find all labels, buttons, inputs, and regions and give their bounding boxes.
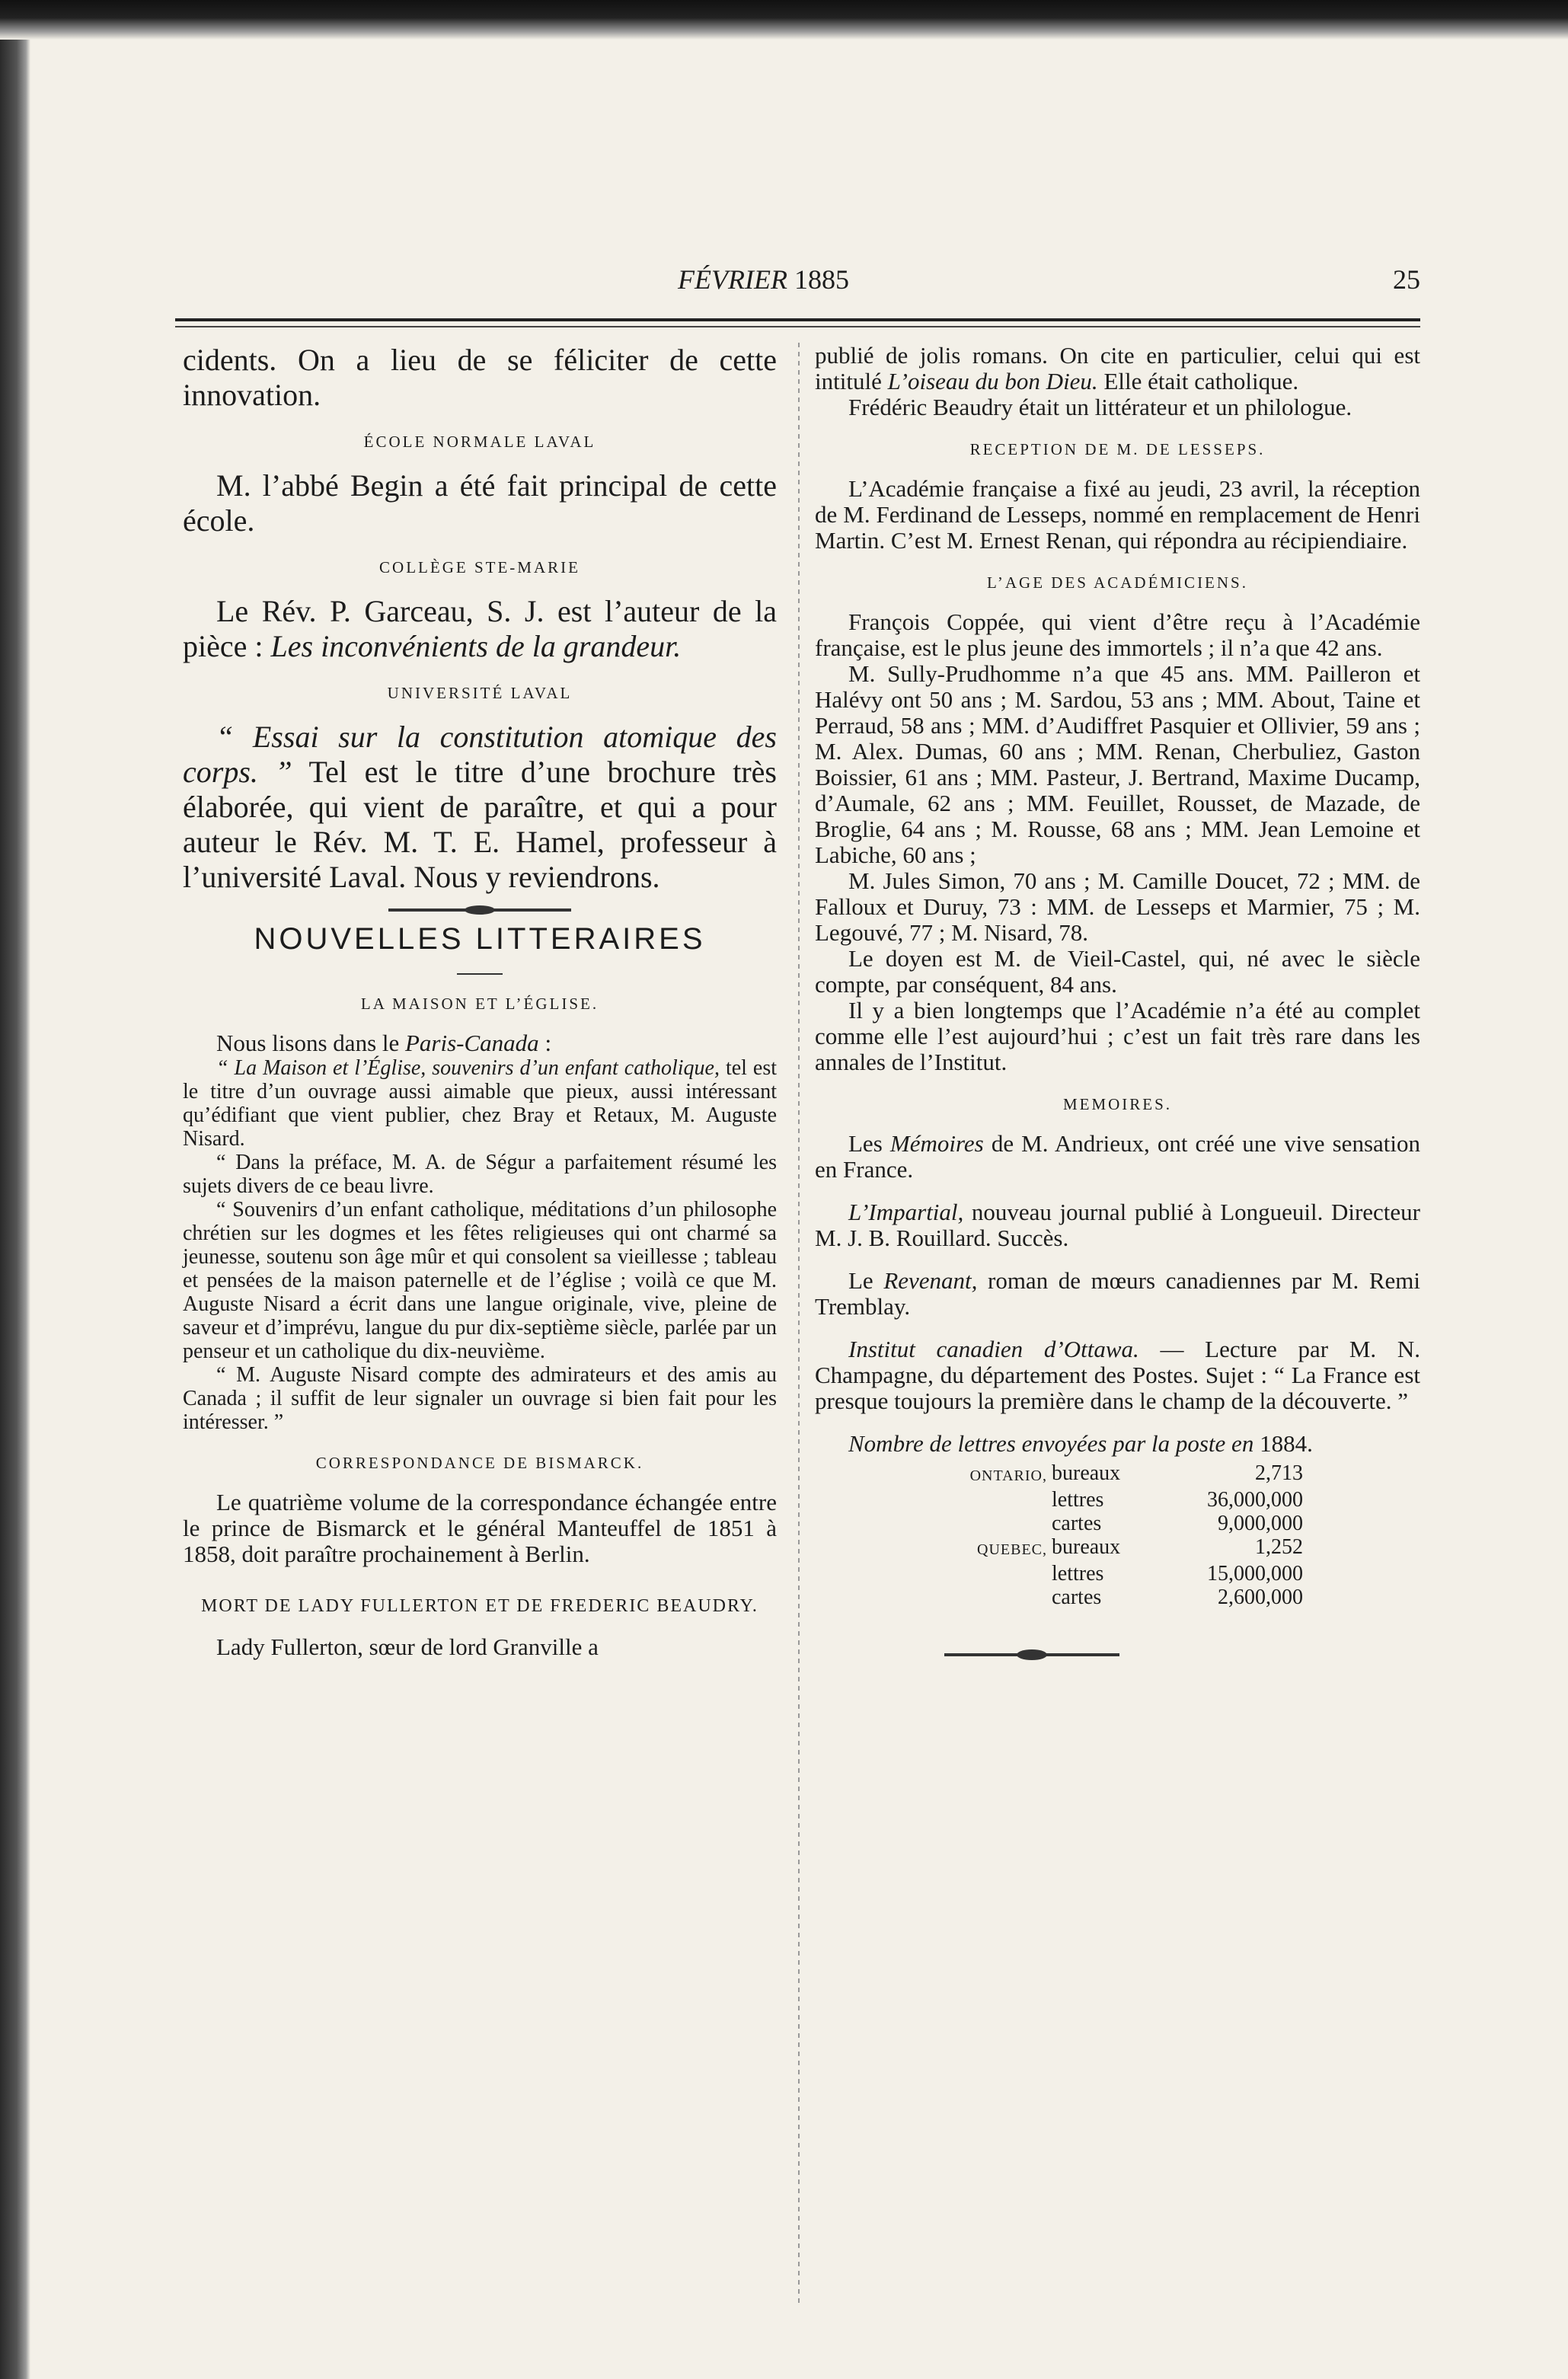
maison-paragraph-3: “ Souvenirs d’un enfant catholique, méditations d’un philosophe chrétien sur les dogmes et les fêtes religieuses qui ont charmé sa jeunesse, soutenu son âge mûr et qui consolent sa vieillesse ; tableau et pensées de la maison paternelle et de l’église ; voilà ce que M. Auguste Nisard a écrit dans une langue originale, vive, pleine de saveur et d’imprévu, langue du pur dix-septième siècle, parlée par un penseur et un catholique du dix-neuvième. xyxy=(183,1198,777,1363)
age-paragraph-4: Le doyen est M. de Vieil-Castel, qui, né avec le siècle compte, par conséquent, 84 ans. xyxy=(815,945,1420,998)
heading-maison-eglise: LA MAISON ET L’ÉGLISE. xyxy=(360,995,599,1013)
ecole-paragraph: M. l’abbé Begin a été fait principal de cette école. xyxy=(183,468,777,538)
book-binding-edge xyxy=(0,0,30,2379)
stats-row: QUEBEC, bureaux 1,252 xyxy=(977,1535,1303,1559)
age-paragraph-5: Il y a bien longtemps que l’Académie n’a été au complet comme elle l’est aujourd’hui ; c’est un fait très rare dans les annales de l’Institut. xyxy=(815,997,1420,1075)
ornament-rule xyxy=(388,908,571,912)
heading-memoires: MEMOIRES. xyxy=(1062,1095,1173,1113)
header-year: 1885 xyxy=(794,264,849,295)
beaudry-paragraph: Frédéric Beaudry était un littérateur et un philologue. xyxy=(848,394,1352,420)
heading-bismarck: CORRESPONDANCE DE BISMARCK. xyxy=(315,1454,644,1472)
header-rule-thick xyxy=(175,318,1420,321)
memoires-paragraph: Les Mémoires de M. Andrieux, ont créé une vive sensation en France. xyxy=(815,1130,1420,1183)
heading-nouvelles-litteraires: NOUVELLES LITTERAIRES xyxy=(254,922,706,956)
heading-universite: UNIVERSITÉ LAVAL xyxy=(387,684,573,702)
maison-paragraph-2: “ Dans la préface, M. A. de Ségur a parfaitement résumé les sujets divers de ce beau livre. xyxy=(183,1151,777,1198)
column-divider xyxy=(798,343,800,2307)
maison-paragraph-1: “ La Maison et l’Église, souvenirs d’un enfant catholique, tel est le titre d’un ouvrage aussi aimable que pieux, aussi intéressant qu’édifiant que vient publier, chez Bray et Retaux, M. Auguste Nisard. xyxy=(183,1056,777,1151)
impartial-paragraph: L’Impartial, nouveau journal publié à Longueuil. Directeur M. J. B. Rouillard. Succès. xyxy=(815,1199,1420,1251)
revenant-paragraph: Le Revenant, roman de mœurs canadiennes par M. Remi Tremblay. xyxy=(815,1267,1421,1320)
scan-top-band xyxy=(0,0,1568,40)
header-rule-thin xyxy=(175,326,1420,327)
publie-paragraph: publié de jolis romans. On cite en particulier, celui qui est intitulé L’oiseau du bon Dieu. Elle était catholique. xyxy=(815,342,1420,394)
right-column xyxy=(815,343,1420,1656)
stats-row: lettres 36,000,000 xyxy=(1052,1488,1303,1512)
heading-mort-fullerton: MORT DE LADY FULLERTON ET DE FREDERIC BEAUDRY. xyxy=(201,1596,758,1616)
header-month: FÉVRIER xyxy=(678,264,787,295)
stats-row: cartes 9,000,000 xyxy=(1052,1512,1303,1535)
intro-paragraph: cidents. On a lieu de se féliciter de cette innovation. xyxy=(183,343,777,412)
left-column xyxy=(183,343,777,1660)
nombre-lettres-paragraph: Nombre de lettres envoyées par la poste en 1884. xyxy=(848,1430,1313,1457)
age-paragraph-1: François Coppée, qui vient d’être reçu à l’Académie française, est le plus jeune des immortels ; il n’a que 42 ans. xyxy=(815,608,1420,661)
heading-college: COLLÈGE STE-MARIE xyxy=(379,558,580,576)
stats-row: ONTARIO, bureaux 2,713 xyxy=(969,1461,1303,1485)
running-title xyxy=(678,263,849,295)
institut-paragraph: Institut canadien d’Ottawa. — Lecture par M. N. Champagne, du département des Postes. Sujet : “ La France est presque toujours la première dans le champ de la découverte. ” xyxy=(815,1336,1420,1414)
age-paragraph-3: M. Jules Simon, 70 ans ; M. Camille Doucet, 72 ; MM. de Falloux et Duruy, 73 : MM. de Lesseps et Marmier, 75 ; M. Legouvé, 77 ; M. Nisard, 78. xyxy=(815,867,1420,946)
heading-age-academiciens: L’AGE DES ACADÉMICIENS. xyxy=(987,573,1248,592)
page-number: 25 xyxy=(1393,264,1420,295)
stats-row: lettres 15,000,000 xyxy=(1052,1562,1303,1585)
postal-stats-table xyxy=(937,1461,1317,1609)
college-paragraph: Le Rév. P. Garceau, S. J. est l’auteur de la pièce : Les inconvénients de la grandeur. xyxy=(183,594,777,663)
reception-paragraph: L’Académie française a fixé au jeudi, 23 avril, la réception de M. Ferdinand de Lesseps, nommé en remplacement de Henri Martin. C’est M. Ernest Renan, qui répondra au récipiendiaire. xyxy=(815,475,1420,554)
heading-ecole-normale: ÉCOLE NORMALE LAVAL xyxy=(363,433,596,451)
journal-page xyxy=(175,251,1420,2307)
heading-reception-lesseps: RECEPTION DE M. DE LESSEPS. xyxy=(969,440,1266,458)
mort-paragraph: Lady Fullerton, sœur de lord Granville a xyxy=(216,1633,599,1660)
bismarck-paragraph: Le quatrième volume de la correspondance échangée entre le prince de Bismarck et le général Manteuffel de 1851 à 1858, doit paraître prochainement à Berlin. xyxy=(183,1489,777,1567)
end-ornament xyxy=(944,1653,1119,1656)
maison-paragraph-4: “ M. Auguste Nisard compte des admirateurs et des amis au Canada ; il suffit de leur signaler un ouvrage si bien fait pour les intéresser. ” xyxy=(183,1363,777,1434)
running-header xyxy=(175,263,1420,309)
maison-intro: Nous lisons dans le Paris-Canada : xyxy=(216,1030,552,1056)
universite-paragraph: “ Essai sur la constitution atomique des corps. ” Tel est le titre d’une brochure très élaborée, qui vient de paraître, et qui a pour auteur le Rév. M. T. E. Hamel, professeur à l’université Laval. Nous y reviendrons. xyxy=(183,720,777,894)
short-rule xyxy=(457,973,503,975)
stats-row: cartes 2,600,000 xyxy=(1052,1585,1303,1609)
age-paragraph-2: M. Sully-Prudhomme n’a que 45 ans. MM. Pailleron et Halévy ont 50 ans ; M. Sardou, 53 ans ; MM. About, Taine et Perraud, 58 ans ; MM. d’Audiffret Pasquier et Ollivier, 59 ans ; M. Alex. Dumas, 60 ans ; MM. Renan, Cherbuliez, Gaston Boissier, 61 ans ; MM. Pasteur, J. Bertrand, Maxime Ducamp, d’Aumale, 62 ans ; MM. Feuillet, Rousset, de Mazade, de Broglie, 64 ans ; M. Rousse, 68 ans ; MM. Jean Lemoine et Labiche, 60 ans ; xyxy=(815,660,1420,868)
